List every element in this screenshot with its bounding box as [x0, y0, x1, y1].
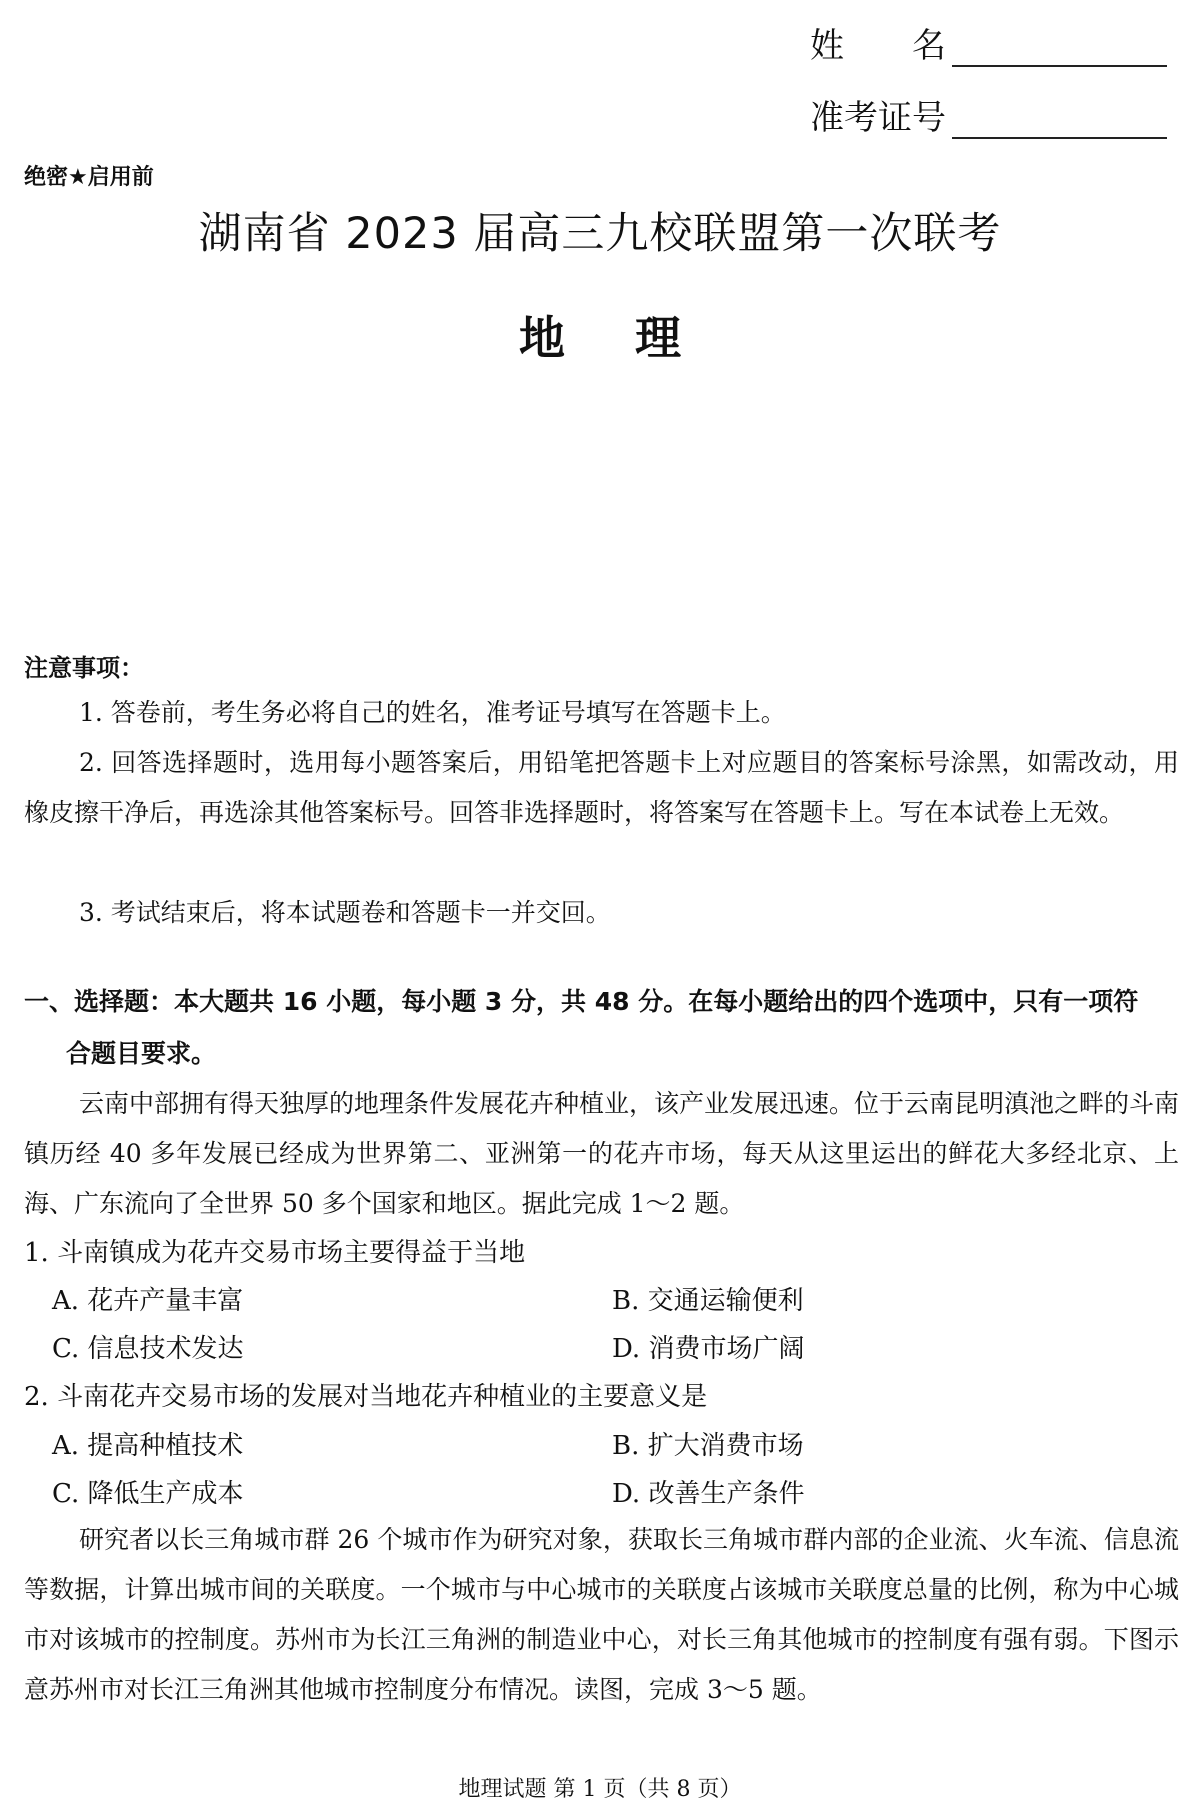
- passage-1: 云南中部拥有得天独厚的地理条件发展花卉种植业，该产业发展迅速。位于云南昆明滇池之畔的斗南镇历经 40 多年发展已经成为世界第二、亚洲第一的花卉市场，每天从这里运出的鲜花大多经北京、上海、广东流向了全世界 50 多个国家和地区。据此完成 1～2 题。: [24, 1089, 1180, 1218]
- id-label: 准考证号: [810, 98, 946, 138]
- page-footer: 地理试题 第 1 页（共 8 页）: [458, 1777, 742, 1802]
- passage-2: 研究者以长三角城市群 26 个城市作为研究对象，获取长三角城市群内部的企业流、火车流、信息流等数据，计算出城市间的关联度。一个城市与中心城市的关联度占该城市关联度总量的比例，称为中心城市对该城市的控制度。苏州市为长江三角洲的制造业中心，对长三角其他城市的控制度有强有弱。下图示意苏州市对长江三角洲其他城市控制度分布情况。读图，完成 3～5 题。: [24, 1525, 1179, 1704]
- exam-title: 湖南省 2023 届高三九校联盟第一次联考: [198, 209, 1002, 259]
- name-blank: [952, 35, 1167, 67]
- question-2-option-b: B. 扩大消费市场: [612, 1431, 804, 1461]
- notice-item-2: 2. 回答选择题时，选用每小题答案后，用铅笔把答题卡上对应题目的答案标号涂黑，如需改动，用橡皮擦干净后，再选涂其他答案标号。回答非选择题时，将答案写在答题卡上。写在本试卷上无效。: [24, 748, 1179, 827]
- section-heading: [24, 976, 1184, 1080]
- section-heading-line2: 合题目要求。: [66, 1039, 217, 1068]
- name-field: [810, 18, 1167, 67]
- notice-item-1: 1. 答卷前，考生务必将自己的姓名，准考证号填写在答题卡上。: [79, 698, 786, 727]
- section-heading-line1: 一、选择题：本大题共 16 小题，每小题 3 分，共 48 分。在每小题给出的四个选项中，只有一项符: [24, 987, 1139, 1016]
- question-1-option-b: B. 交通运输便利: [612, 1286, 804, 1316]
- question-2-option-d: D. 改善生产条件: [612, 1479, 805, 1509]
- notice-item-3: 3. 考试结束后，将本试题卷和答题卡一并交回。: [79, 898, 611, 927]
- id-field: [810, 90, 1167, 139]
- subject-title: 地理: [519, 311, 751, 365]
- question-1-option-c: C. 信息技术发达: [52, 1334, 244, 1364]
- secret-label: 绝密★启用前: [24, 165, 154, 190]
- question-1-option-a: A. 花卉产量丰富: [52, 1286, 244, 1316]
- question-2-option-c: C. 降低生产成本: [52, 1479, 244, 1509]
- question-1-stem: 1. 斗南镇成为花卉交易市场主要得益于当地: [24, 1238, 526, 1268]
- id-blank: [952, 107, 1167, 139]
- notice-heading: 注意事项：: [24, 654, 144, 682]
- question-2-stem: 2. 斗南花卉交易市场的发展对当地花卉种植业的主要意义是: [24, 1382, 708, 1412]
- question-2-option-a: A. 提高种植技术: [52, 1431, 244, 1461]
- question-1-option-d: D. 消费市场广阔: [612, 1334, 805, 1364]
- name-label: 姓 名: [810, 26, 946, 66]
